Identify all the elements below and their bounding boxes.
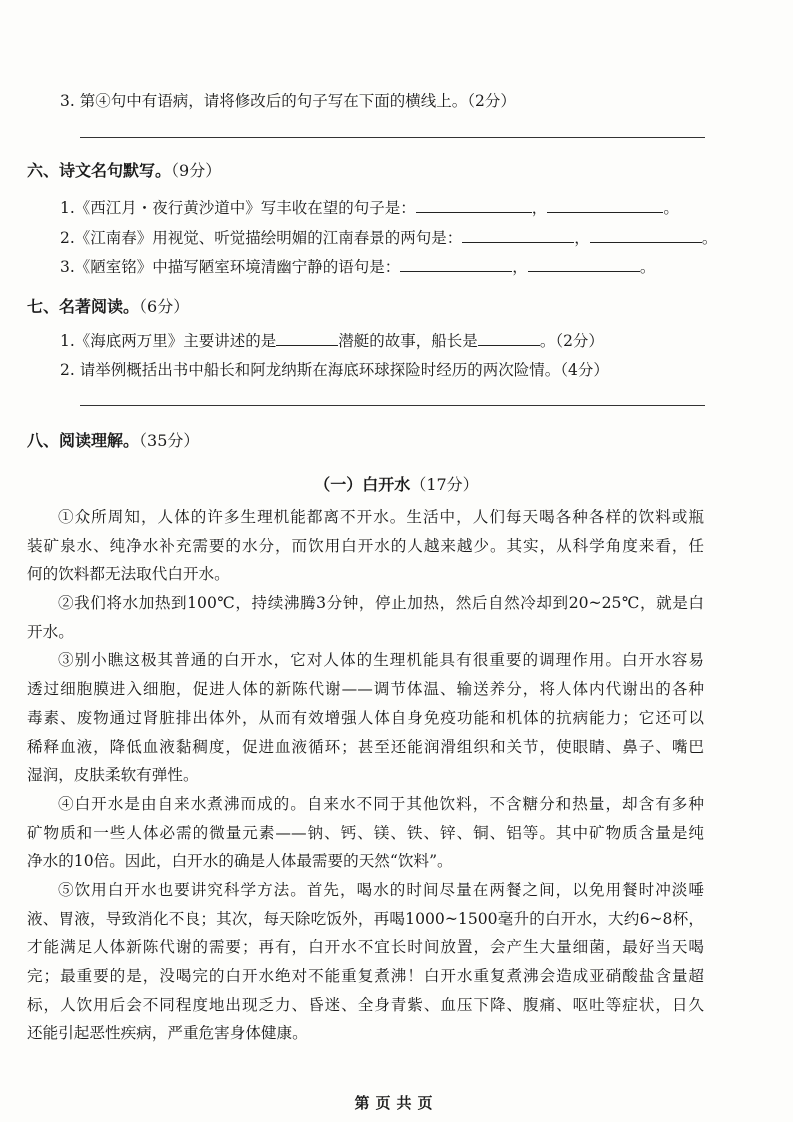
paragraph-line: ⑤饮用白开水也要讲究科学方法。首先，喝水的时间尽量在两餐之间，以免用餐时冲淡唾 [58, 880, 704, 899]
paragraph-line: 才能满足人体新陈代谢的需要；再有，白开水不宜长时间放置，会产生大量细菌，最好当天喝 [27, 938, 704, 957]
section-8-points: （35分） [139, 431, 200, 450]
paragraph-line: 装矿泉水、纯净水补充需要的水分，而饮用白开水的人越来越少。其实，从科学角度来看，任 [27, 536, 704, 555]
question-6-3 [60, 255, 655, 277]
passage-points: （17分） [410, 475, 479, 494]
section-6-points: （9分） [171, 161, 222, 180]
paragraph-3 [27, 646, 704, 789]
section-8-label: 八、阅读理解。 [27, 431, 140, 450]
question-5-3: 3. 第④句中有语病，请将修改后的句子写在下面的横线上。（2分） [60, 92, 516, 110]
paragraph-line: ①众所周知，人体的许多生理机能都离不开水。生活中，人们每天喝各种各样的饮料或瓶 [58, 508, 704, 526]
paragraph-line: 矿物质和一些人体必需的微量元素——钠、钙、镁、铁、锌、铜、铝等。其中矿物质含量是纯 [27, 823, 704, 842]
period: 。 [663, 199, 679, 217]
paragraph-line: 液、胃液，导致消化不良；其次，每天除吃饭外，再喝1000~1500毫升的白开水，大约6~8杯， [27, 909, 704, 928]
paragraph-line: 标，人饮用后会不同程度地出现乏力、昏迷、全身青紫、血压下降、腹痛、呕吐等症状，日久 [27, 995, 704, 1014]
separator: ， [512, 258, 528, 276]
section-8-title [27, 428, 199, 451]
paragraph-line: 透过细胞膜进入细胞，促进人体的新陈代谢——调节体温、输送养分，将人体内代谢出的各种 [27, 680, 704, 699]
paragraph-line: ④白开水是由自来水煮沸而成的。自来水不同于其他饮料，不含糖分和热量，却含有多种 [58, 794, 704, 813]
question-text: 2.《江南春》用视觉、听觉描绘明媚的江南春景的两句是： [60, 229, 463, 247]
answer-blank[interactable] [276, 331, 338, 346]
paragraph-4 [27, 790, 704, 876]
paragraph-line: ③别小瞧这极其普通的白开水，它对人体的生理机能具有很重要的调理作用。白开水容易 [58, 651, 704, 670]
answer-blank[interactable] [462, 228, 574, 243]
section-6-title [27, 158, 221, 181]
question-text: 潜艇的故事，船长是 [338, 332, 478, 350]
question-7-2: 2. 请举例概括出书中船长和阿龙纳斯在海底环球探险时经历的两次险情。（4分） [60, 361, 609, 379]
separator: ， [531, 199, 548, 217]
question-text: 1.《海底两万里》主要讲述的是 [60, 332, 277, 350]
paragraph-5 [27, 876, 704, 1048]
page-footer: 第页共页 [354, 1094, 439, 1112]
passage-title-text: （一）白开水 [314, 475, 411, 494]
section-7-points: （6分） [139, 297, 190, 316]
answer-line-7-2[interactable] [80, 405, 705, 406]
paragraph-line: 完；最重要的是，没喝完的白开水绝对不能重复煮沸！白开水重复煮沸会造成亚硝酸盐含量超 [27, 967, 704, 985]
section-6-label: 六、诗文名句默写。 [27, 161, 172, 180]
section-7-label: 七、名著阅读。 [27, 297, 140, 316]
paragraph-line: 湿润，皮肤柔软有弹性。 [27, 766, 199, 785]
paragraph-line: 开水。 [27, 622, 74, 641]
paragraph-line: 何的饮料都无法取代白开水。 [27, 565, 230, 584]
passage-title [0, 472, 793, 495]
paragraph-line: 还能引起恶性疾病，严重危害身体健康。 [27, 1024, 308, 1043]
answer-line-5-3[interactable] [80, 137, 705, 138]
passage-body [27, 503, 704, 1048]
paragraph-2 [27, 589, 704, 646]
question-text: 1.《西江月・夜行黄沙道中》写丰收在望的句子是： [60, 199, 416, 217]
answer-blank[interactable] [416, 198, 532, 213]
question-6-2 [60, 226, 717, 248]
section-7-title [27, 294, 189, 317]
question-7-1 [60, 329, 604, 351]
paragraph-line: 净水的10倍。因此，白开水的确是人体最需要的天然“饮料”。 [27, 852, 453, 871]
question-text: 。（2分） [539, 332, 604, 350]
question-text: 3.《陋室铭》中描写陋室环境清幽宁静的语句是： [60, 258, 401, 276]
paragraph-1 [27, 503, 704, 589]
paragraph-line: 毒素、废物通过肾脏排出体外，从而有效增强人体自身免疫功能和机体的抗病能力；它还可以 [27, 708, 704, 727]
answer-blank[interactable] [590, 228, 702, 243]
question-6-1 [60, 196, 679, 218]
answer-blank[interactable] [478, 331, 540, 346]
separator: ， [574, 229, 590, 247]
period: 。 [639, 258, 656, 276]
answer-blank[interactable] [400, 257, 512, 272]
paragraph-line: 稀释血液，降低血液黏稠度，促进血液循环；甚至还能润滑组织和关节，使眼睛、鼻子、嘴巴 [27, 737, 704, 756]
answer-blank[interactable] [547, 198, 663, 213]
answer-blank[interactable] [528, 257, 640, 272]
paragraph-line: ②我们将水加热到100℃，持续沸腾3分钟，停止加热，然后自然冷却到20~25℃，就是白 [58, 594, 704, 613]
period: 。 [701, 229, 718, 247]
